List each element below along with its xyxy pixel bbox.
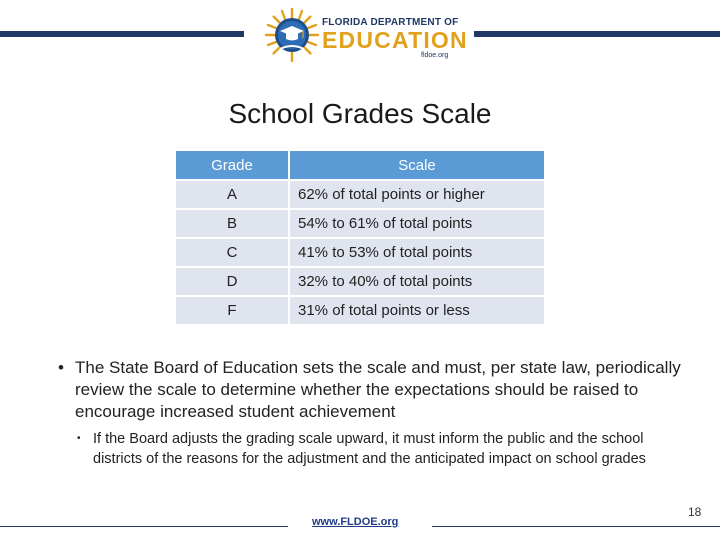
header-scale: Scale bbox=[290, 151, 544, 181]
fldoe-logo[interactable] bbox=[262, 5, 468, 67]
header-rule-left bbox=[0, 31, 244, 37]
grade-cell: C bbox=[176, 239, 290, 268]
grade-cell: D bbox=[176, 268, 290, 297]
logo-line-education: EDUCATION bbox=[322, 27, 468, 53]
sun-emblem-icon bbox=[262, 5, 322, 67]
bullet-main-text: The State Board of Education sets the scale and must, per state law, periodically review the scale to determine whether the expectations should be raised to encourage increased student achievement bbox=[75, 358, 681, 421]
bullet-main bbox=[58, 357, 698, 423]
scale-cell: 41% to 53% of total points bbox=[290, 239, 544, 268]
table-row bbox=[176, 210, 544, 239]
bullet-dot-icon: • bbox=[77, 433, 81, 444]
header-rule-right bbox=[474, 31, 720, 37]
footer-rule-right bbox=[432, 526, 720, 527]
header-grade: Grade bbox=[176, 151, 290, 181]
logo-line-url: fldoe.org bbox=[421, 52, 449, 59]
grades-scale-table bbox=[176, 151, 544, 326]
grade-cell: B bbox=[176, 210, 290, 239]
bullet-list bbox=[58, 357, 698, 469]
bullet-sub-text: If the Board adjusts the grading scale upward, it must inform the public and the school districts of the reasons for the adjustment and the anticipated impact on school grades bbox=[93, 431, 646, 467]
scale-cell: 54% to 61% of total points bbox=[290, 210, 544, 239]
footer-rule-left bbox=[0, 526, 288, 527]
footer-website-link[interactable]: www.FLDOE.org bbox=[312, 516, 399, 528]
page-number: 18 bbox=[688, 505, 702, 519]
table-row bbox=[176, 268, 544, 297]
bullet-sub bbox=[75, 429, 673, 469]
scale-cell: 32% to 40% of total points bbox=[290, 268, 544, 297]
grade-cell: A bbox=[176, 181, 290, 210]
scale-cell: 31% of total points or less bbox=[290, 297, 544, 326]
table-row bbox=[176, 297, 544, 326]
scale-cell: 62% of total points or higher bbox=[290, 181, 544, 210]
bullet-dot-icon: • bbox=[58, 358, 64, 377]
grade-cell: F bbox=[176, 297, 290, 326]
table-row bbox=[176, 181, 544, 210]
logo-line-department: FLORIDA DEPARTMENT OF bbox=[322, 17, 459, 28]
table-header-row bbox=[176, 151, 544, 181]
table-row bbox=[176, 239, 544, 268]
page-title: School Grades Scale bbox=[228, 98, 492, 129]
